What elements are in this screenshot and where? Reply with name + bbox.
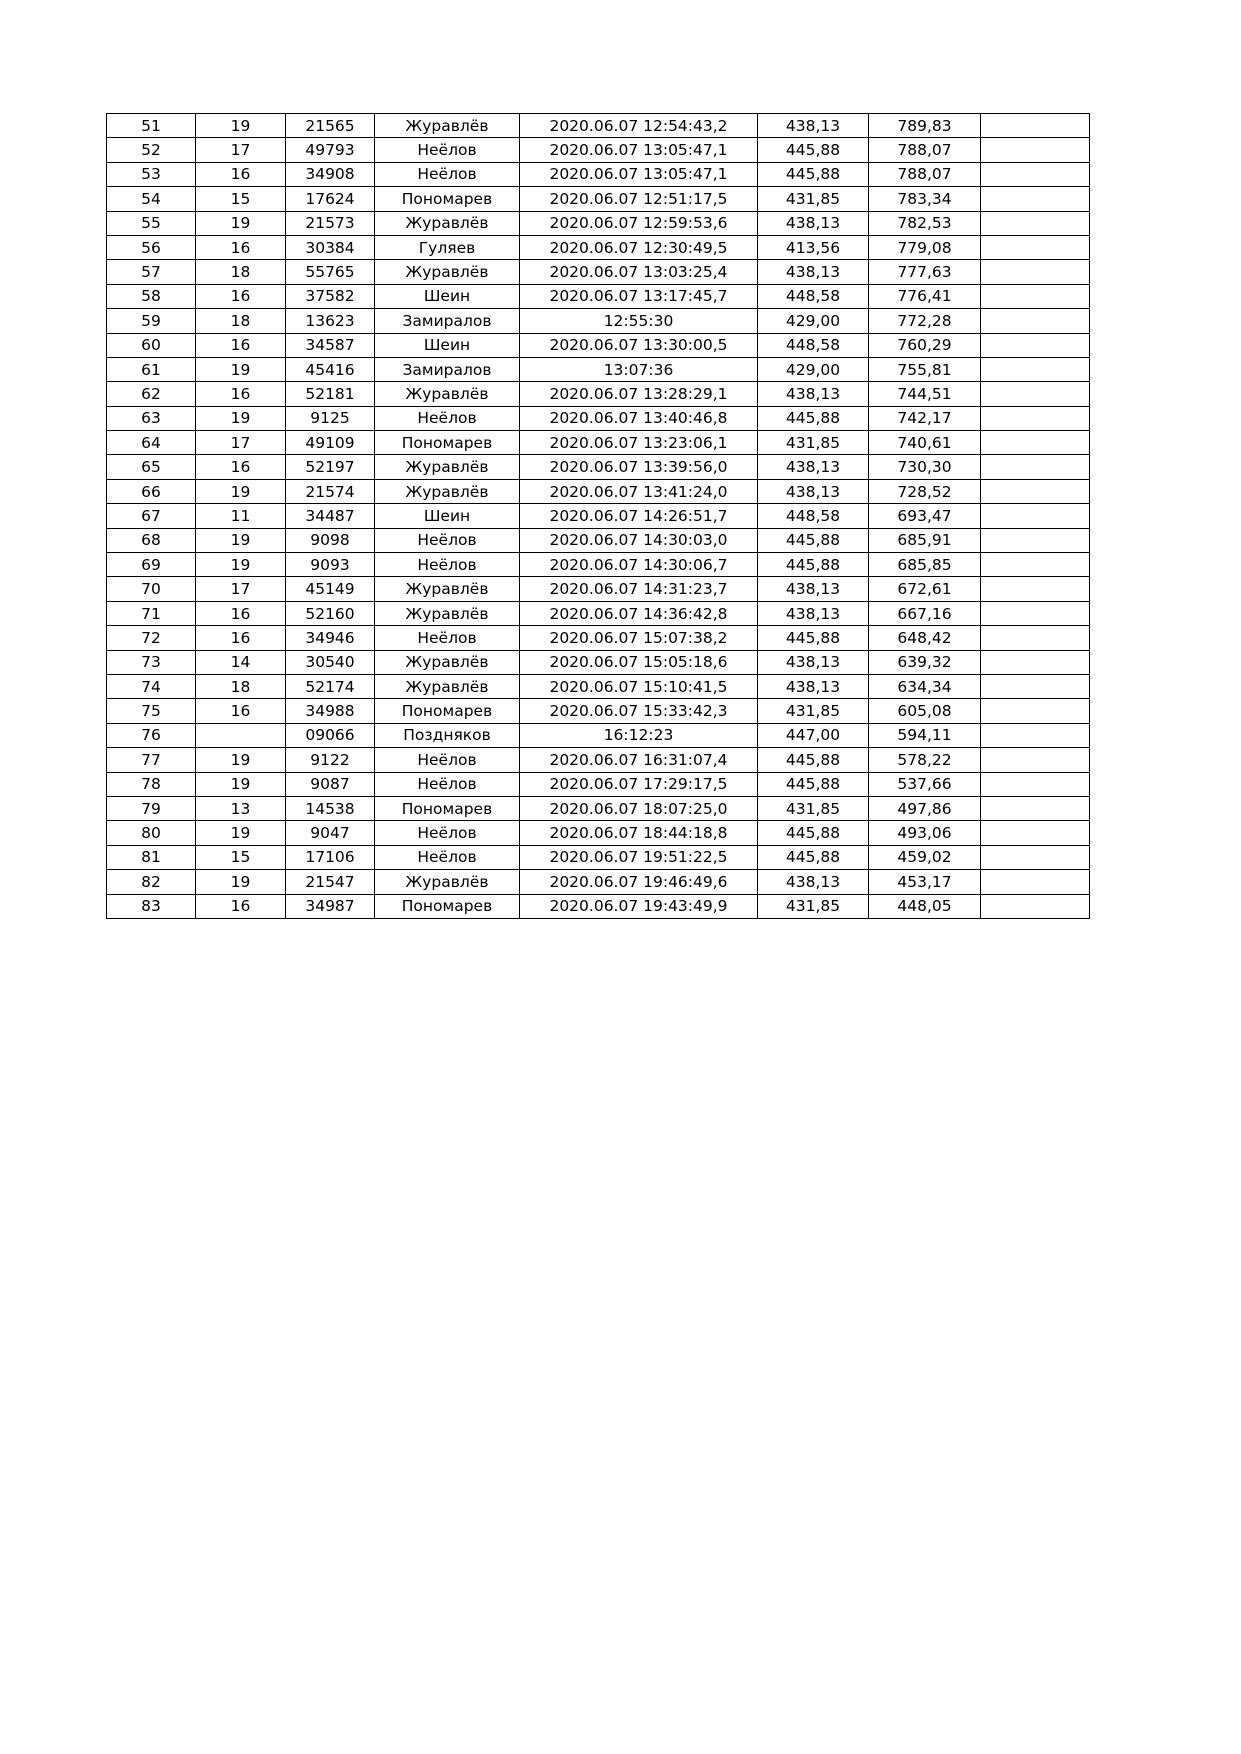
extra-cell	[981, 894, 1090, 918]
row-number: 58	[107, 284, 196, 308]
datetime-cell: 2020.06.07 13:03:25,4	[520, 260, 758, 284]
group-cell: 17	[196, 431, 286, 455]
row-number: 68	[107, 528, 196, 552]
value-b-cell: 578,22	[869, 748, 981, 772]
datetime-cell: 2020.06.07 19:43:49,9	[520, 894, 758, 918]
value-b-cell: 744,51	[869, 382, 981, 406]
row-number: 51	[107, 114, 196, 138]
datetime-cell: 2020.06.07 15:33:42,3	[520, 699, 758, 723]
datetime-cell: 2020.06.07 13:17:45,7	[520, 284, 758, 308]
name-cell: Поздняков	[375, 723, 520, 747]
extra-cell	[981, 309, 1090, 333]
name-cell: Неёлов	[375, 821, 520, 845]
name-cell: Неёлов	[375, 138, 520, 162]
value-b-cell: 672,61	[869, 577, 981, 601]
value-a-cell: 445,88	[758, 626, 869, 650]
value-a-cell: 431,85	[758, 187, 869, 211]
group-cell: 19	[196, 114, 286, 138]
extra-cell	[981, 382, 1090, 406]
extra-cell	[981, 114, 1090, 138]
value-b-cell: 788,07	[869, 162, 981, 186]
value-a-cell: 438,13	[758, 650, 869, 674]
datetime-cell: 2020.06.07 12:51:17,5	[520, 187, 758, 211]
table-row	[107, 187, 1090, 211]
value-a-cell: 438,13	[758, 455, 869, 479]
row-number: 83	[107, 894, 196, 918]
name-cell: Неёлов	[375, 748, 520, 772]
table-row	[107, 504, 1090, 528]
value-a-cell: 429,00	[758, 357, 869, 381]
datetime-cell: 13:07:36	[520, 357, 758, 381]
value-a-cell: 445,88	[758, 528, 869, 552]
table-row	[107, 211, 1090, 235]
table-row	[107, 894, 1090, 918]
name-cell: Журавлёв	[375, 455, 520, 479]
results-table-body	[107, 114, 1090, 919]
group-cell: 18	[196, 309, 286, 333]
name-cell: Неёлов	[375, 528, 520, 552]
datetime-cell: 2020.06.07 13:41:24,0	[520, 479, 758, 503]
name-cell: Журавлёв	[375, 601, 520, 625]
row-number: 80	[107, 821, 196, 845]
name-cell: Журавлёв	[375, 870, 520, 894]
group-cell: 16	[196, 284, 286, 308]
value-a-cell: 448,58	[758, 504, 869, 528]
name-cell: Пономарев	[375, 894, 520, 918]
extra-cell	[981, 211, 1090, 235]
datetime-cell: 2020.06.07 13:30:00,5	[520, 333, 758, 357]
value-b-cell: 648,42	[869, 626, 981, 650]
value-b-cell: 537,66	[869, 772, 981, 796]
value-a-cell: 445,88	[758, 748, 869, 772]
row-number: 78	[107, 772, 196, 796]
value-a-cell: 438,13	[758, 577, 869, 601]
id-cell: 34587	[286, 333, 375, 357]
value-b-cell: 685,85	[869, 553, 981, 577]
extra-cell	[981, 333, 1090, 357]
table-row	[107, 235, 1090, 259]
value-a-cell: 445,88	[758, 162, 869, 186]
group-cell: 15	[196, 187, 286, 211]
row-number: 54	[107, 187, 196, 211]
id-cell: 09066	[286, 723, 375, 747]
datetime-cell: 2020.06.07 13:28:29,1	[520, 382, 758, 406]
datetime-cell: 2020.06.07 18:07:25,0	[520, 796, 758, 820]
table-row	[107, 138, 1090, 162]
row-number: 65	[107, 455, 196, 479]
id-cell: 17624	[286, 187, 375, 211]
extra-cell	[981, 870, 1090, 894]
value-a-cell: 445,88	[758, 553, 869, 577]
table-row	[107, 382, 1090, 406]
name-cell: Пономарев	[375, 699, 520, 723]
value-b-cell: 782,53	[869, 211, 981, 235]
id-cell: 34946	[286, 626, 375, 650]
extra-cell	[981, 357, 1090, 381]
name-cell: Журавлёв	[375, 260, 520, 284]
id-cell: 52197	[286, 455, 375, 479]
value-a-cell: 445,88	[758, 138, 869, 162]
group-cell: 16	[196, 455, 286, 479]
table-row	[107, 577, 1090, 601]
id-cell: 13623	[286, 309, 375, 333]
row-number: 66	[107, 479, 196, 503]
row-number: 67	[107, 504, 196, 528]
table-row	[107, 772, 1090, 796]
datetime-cell: 2020.06.07 19:51:22,5	[520, 845, 758, 869]
datetime-cell: 2020.06.07 18:44:18,8	[520, 821, 758, 845]
table-row	[107, 162, 1090, 186]
group-cell: 17	[196, 138, 286, 162]
id-cell: 55765	[286, 260, 375, 284]
extra-cell	[981, 723, 1090, 747]
extra-cell	[981, 528, 1090, 552]
name-cell: Шеин	[375, 333, 520, 357]
id-cell: 9087	[286, 772, 375, 796]
row-number: 69	[107, 553, 196, 577]
value-a-cell: 431,85	[758, 699, 869, 723]
id-cell: 34987	[286, 894, 375, 918]
value-a-cell: 445,88	[758, 406, 869, 430]
table-row	[107, 455, 1090, 479]
id-cell: 34487	[286, 504, 375, 528]
value-a-cell: 448,58	[758, 284, 869, 308]
value-a-cell: 445,88	[758, 772, 869, 796]
id-cell: 45416	[286, 357, 375, 381]
value-a-cell: 431,85	[758, 796, 869, 820]
datetime-cell: 2020.06.07 14:26:51,7	[520, 504, 758, 528]
id-cell: 9122	[286, 748, 375, 772]
table-row	[107, 479, 1090, 503]
table-row	[107, 284, 1090, 308]
name-cell: Шеин	[375, 504, 520, 528]
value-a-cell: 438,13	[758, 260, 869, 284]
table-row	[107, 821, 1090, 845]
id-cell: 9047	[286, 821, 375, 845]
group-cell: 17	[196, 577, 286, 601]
name-cell: Журавлёв	[375, 650, 520, 674]
value-b-cell: 789,83	[869, 114, 981, 138]
row-number: 64	[107, 431, 196, 455]
id-cell: 30384	[286, 235, 375, 259]
value-b-cell: 459,02	[869, 845, 981, 869]
group-cell: 18	[196, 674, 286, 698]
extra-cell	[981, 821, 1090, 845]
table-row	[107, 406, 1090, 430]
row-number: 71	[107, 601, 196, 625]
row-number: 53	[107, 162, 196, 186]
value-a-cell: 429,00	[758, 309, 869, 333]
value-b-cell: 776,41	[869, 284, 981, 308]
group-cell	[196, 723, 286, 747]
datetime-cell: 2020.06.07 12:30:49,5	[520, 235, 758, 259]
id-cell: 45149	[286, 577, 375, 601]
value-b-cell: 497,86	[869, 796, 981, 820]
group-cell: 18	[196, 260, 286, 284]
group-cell: 19	[196, 406, 286, 430]
extra-cell	[981, 455, 1090, 479]
group-cell: 14	[196, 650, 286, 674]
group-cell: 16	[196, 382, 286, 406]
value-a-cell: 438,13	[758, 674, 869, 698]
group-cell: 16	[196, 699, 286, 723]
extra-cell	[981, 601, 1090, 625]
name-cell: Шеин	[375, 284, 520, 308]
datetime-cell: 2020.06.07 13:05:47,1	[520, 138, 758, 162]
datetime-cell: 2020.06.07 12:54:43,2	[520, 114, 758, 138]
row-number: 73	[107, 650, 196, 674]
table-row	[107, 528, 1090, 552]
value-a-cell: 447,00	[758, 723, 869, 747]
table-row	[107, 333, 1090, 357]
group-cell: 16	[196, 235, 286, 259]
name-cell: Журавлёв	[375, 211, 520, 235]
name-cell: Неёлов	[375, 162, 520, 186]
id-cell: 34988	[286, 699, 375, 723]
group-cell: 16	[196, 894, 286, 918]
value-a-cell: 438,13	[758, 382, 869, 406]
id-cell: 17106	[286, 845, 375, 869]
datetime-cell: 12:55:30	[520, 309, 758, 333]
table-row	[107, 260, 1090, 284]
name-cell: Журавлёв	[375, 479, 520, 503]
group-cell: 13	[196, 796, 286, 820]
value-b-cell: 783,34	[869, 187, 981, 211]
group-cell: 19	[196, 211, 286, 235]
datetime-cell: 2020.06.07 13:39:56,0	[520, 455, 758, 479]
id-cell: 14538	[286, 796, 375, 820]
row-number: 74	[107, 674, 196, 698]
value-b-cell: 685,91	[869, 528, 981, 552]
group-cell: 16	[196, 162, 286, 186]
table-row	[107, 796, 1090, 820]
row-number: 77	[107, 748, 196, 772]
extra-cell	[981, 479, 1090, 503]
value-b-cell: 730,30	[869, 455, 981, 479]
group-cell: 19	[196, 479, 286, 503]
value-b-cell: 493,06	[869, 821, 981, 845]
extra-cell	[981, 650, 1090, 674]
table-row	[107, 431, 1090, 455]
table-row	[107, 114, 1090, 138]
value-b-cell: 453,17	[869, 870, 981, 894]
group-cell: 16	[196, 333, 286, 357]
table-row	[107, 553, 1090, 577]
name-cell: Журавлёв	[375, 114, 520, 138]
value-a-cell: 445,88	[758, 845, 869, 869]
name-cell: Пономарев	[375, 187, 520, 211]
value-a-cell: 438,13	[758, 114, 869, 138]
datetime-cell: 2020.06.07 15:07:38,2	[520, 626, 758, 650]
extra-cell	[981, 748, 1090, 772]
id-cell: 21574	[286, 479, 375, 503]
name-cell: Неёлов	[375, 406, 520, 430]
row-number: 57	[107, 260, 196, 284]
table-row	[107, 309, 1090, 333]
row-number: 59	[107, 309, 196, 333]
value-a-cell: 431,85	[758, 431, 869, 455]
group-cell: 19	[196, 553, 286, 577]
datetime-cell: 2020.06.07 14:30:06,7	[520, 553, 758, 577]
value-a-cell: 438,13	[758, 601, 869, 625]
table-row	[107, 870, 1090, 894]
id-cell: 34908	[286, 162, 375, 186]
row-number: 61	[107, 357, 196, 381]
value-b-cell: 788,07	[869, 138, 981, 162]
value-b-cell: 777,63	[869, 260, 981, 284]
value-b-cell: 594,11	[869, 723, 981, 747]
extra-cell	[981, 577, 1090, 601]
value-b-cell: 772,28	[869, 309, 981, 333]
id-cell: 37582	[286, 284, 375, 308]
value-b-cell: 742,17	[869, 406, 981, 430]
datetime-cell: 2020.06.07 13:40:46,8	[520, 406, 758, 430]
id-cell: 9093	[286, 553, 375, 577]
datetime-cell: 2020.06.07 14:30:03,0	[520, 528, 758, 552]
extra-cell	[981, 406, 1090, 430]
name-cell: Журавлёв	[375, 382, 520, 406]
row-number: 62	[107, 382, 196, 406]
name-cell: Пономарев	[375, 796, 520, 820]
group-cell: 19	[196, 357, 286, 381]
group-cell: 19	[196, 870, 286, 894]
extra-cell	[981, 235, 1090, 259]
id-cell: 9098	[286, 528, 375, 552]
datetime-cell: 2020.06.07 12:59:53,6	[520, 211, 758, 235]
name-cell: Гуляев	[375, 235, 520, 259]
id-cell: 30540	[286, 650, 375, 674]
value-b-cell: 605,08	[869, 699, 981, 723]
id-cell: 52174	[286, 674, 375, 698]
value-a-cell: 448,58	[758, 333, 869, 357]
datetime-cell: 2020.06.07 15:05:18,6	[520, 650, 758, 674]
extra-cell	[981, 187, 1090, 211]
table-row	[107, 626, 1090, 650]
row-number: 52	[107, 138, 196, 162]
name-cell: Неёлов	[375, 772, 520, 796]
value-b-cell: 634,34	[869, 674, 981, 698]
id-cell: 9125	[286, 406, 375, 430]
id-cell: 52181	[286, 382, 375, 406]
table-row	[107, 699, 1090, 723]
value-b-cell: 755,81	[869, 357, 981, 381]
extra-cell	[981, 845, 1090, 869]
row-number: 81	[107, 845, 196, 869]
group-cell: 16	[196, 601, 286, 625]
row-number: 82	[107, 870, 196, 894]
extra-cell	[981, 431, 1090, 455]
row-number: 56	[107, 235, 196, 259]
results-table	[106, 113, 1090, 919]
datetime-cell: 2020.06.07 14:36:42,8	[520, 601, 758, 625]
name-cell: Замиралов	[375, 309, 520, 333]
row-number: 79	[107, 796, 196, 820]
datetime-cell: 16:12:23	[520, 723, 758, 747]
extra-cell	[981, 699, 1090, 723]
value-b-cell: 728,52	[869, 479, 981, 503]
id-cell: 21573	[286, 211, 375, 235]
datetime-cell: 2020.06.07 14:31:23,7	[520, 577, 758, 601]
value-a-cell: 438,13	[758, 479, 869, 503]
group-cell: 19	[196, 772, 286, 796]
datetime-cell: 2020.06.07 16:31:07,4	[520, 748, 758, 772]
datetime-cell: 2020.06.07 19:46:49,6	[520, 870, 758, 894]
extra-cell	[981, 284, 1090, 308]
extra-cell	[981, 504, 1090, 528]
extra-cell	[981, 772, 1090, 796]
extra-cell	[981, 674, 1090, 698]
table-row	[107, 357, 1090, 381]
row-number: 63	[107, 406, 196, 430]
value-a-cell: 431,85	[758, 894, 869, 918]
value-b-cell: 740,61	[869, 431, 981, 455]
group-cell: 15	[196, 845, 286, 869]
table-row	[107, 748, 1090, 772]
name-cell: Пономарев	[375, 431, 520, 455]
table-row	[107, 674, 1090, 698]
value-b-cell: 667,16	[869, 601, 981, 625]
value-b-cell: 448,05	[869, 894, 981, 918]
name-cell: Замиралов	[375, 357, 520, 381]
table-row	[107, 650, 1090, 674]
value-b-cell: 779,08	[869, 235, 981, 259]
row-number: 70	[107, 577, 196, 601]
value-a-cell: 438,13	[758, 211, 869, 235]
extra-cell	[981, 162, 1090, 186]
datetime-cell: 2020.06.07 15:10:41,5	[520, 674, 758, 698]
group-cell: 16	[196, 626, 286, 650]
name-cell: Журавлёв	[375, 674, 520, 698]
extra-cell	[981, 796, 1090, 820]
name-cell: Неёлов	[375, 845, 520, 869]
table-row	[107, 845, 1090, 869]
value-b-cell: 760,29	[869, 333, 981, 357]
id-cell: 52160	[286, 601, 375, 625]
name-cell: Неёлов	[375, 553, 520, 577]
id-cell: 49793	[286, 138, 375, 162]
row-number: 55	[107, 211, 196, 235]
value-b-cell: 639,32	[869, 650, 981, 674]
id-cell: 49109	[286, 431, 375, 455]
datetime-cell: 2020.06.07 13:05:47,1	[520, 162, 758, 186]
row-number: 72	[107, 626, 196, 650]
value-a-cell: 413,56	[758, 235, 869, 259]
name-cell: Журавлёв	[375, 577, 520, 601]
name-cell: Неёлов	[375, 626, 520, 650]
row-number: 75	[107, 699, 196, 723]
id-cell: 21565	[286, 114, 375, 138]
table-row	[107, 601, 1090, 625]
extra-cell	[981, 553, 1090, 577]
row-number: 60	[107, 333, 196, 357]
group-cell: 11	[196, 504, 286, 528]
extra-cell	[981, 138, 1090, 162]
extra-cell	[981, 260, 1090, 284]
row-number: 76	[107, 723, 196, 747]
value-a-cell: 438,13	[758, 870, 869, 894]
extra-cell	[981, 626, 1090, 650]
value-a-cell: 445,88	[758, 821, 869, 845]
group-cell: 19	[196, 748, 286, 772]
value-b-cell: 693,47	[869, 504, 981, 528]
id-cell: 21547	[286, 870, 375, 894]
datetime-cell: 2020.06.07 17:29:17,5	[520, 772, 758, 796]
group-cell: 19	[196, 528, 286, 552]
group-cell: 19	[196, 821, 286, 845]
datetime-cell: 2020.06.07 13:23:06,1	[520, 431, 758, 455]
table-row	[107, 723, 1090, 747]
